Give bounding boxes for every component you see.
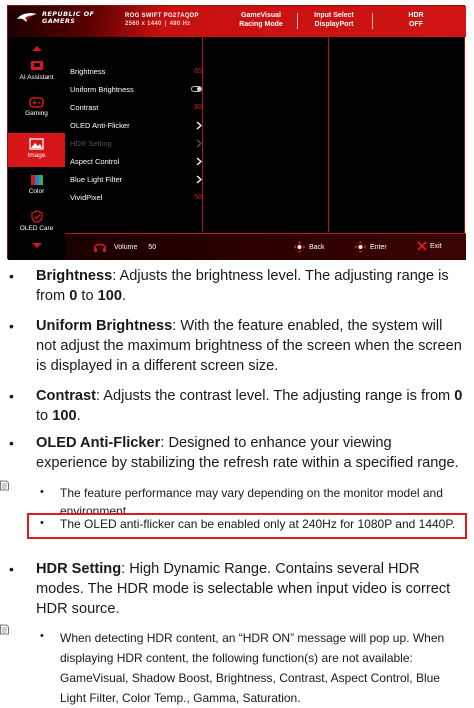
hdr-setting-description: HDR Setting: High Dynamic Range. Contains several HDR modes. The HDR mode is selectable when input video is correct HDR source. — [36, 561, 451, 617]
oled-care-icon — [31, 210, 43, 223]
chevron-right-icon — [196, 139, 202, 148]
scroll-down-icon[interactable] — [32, 243, 42, 248]
exit-button[interactable] — [417, 241, 442, 251]
toggle-icon[interactable] — [191, 86, 202, 92]
close-icon — [417, 241, 427, 251]
sidebar-item-oled-care[interactable] — [8, 210, 65, 240]
menu-item-vividpixel[interactable]: VividPixel 50 — [70, 192, 202, 202]
divider — [297, 13, 298, 29]
back-button[interactable] — [293, 241, 325, 253]
flicker-note-1: The feature performance may vary depending on the monitor model and environment. — [60, 486, 443, 518]
enter-button[interactable] — [354, 241, 387, 253]
gamepad-icon — [29, 97, 44, 108]
menu-item-brightness[interactable]: Brightness 65 — [70, 66, 202, 76]
sidebar-item-image[interactable] — [8, 133, 65, 167]
brightness-description: Brightness: Adjusts the brightness level. The adjusting range is from 0 to 100. — [36, 268, 449, 304]
note-bullet: • — [40, 630, 44, 642]
color-icon — [30, 174, 44, 186]
model-name: ROG SWIFT PG27AQDP — [125, 13, 199, 19]
rog-eye-icon — [16, 11, 38, 25]
image-icon — [29, 138, 44, 150]
contrast-description: Contrast: Adjusts the contrast level. The adjusting range is from 0 to 100. — [36, 388, 463, 424]
input-status: Input Select DisplayPort — [314, 12, 354, 28]
dpad-icon — [354, 241, 367, 253]
bullet: • — [9, 388, 14, 404]
sidebar-item-color[interactable] — [8, 174, 65, 204]
chevron-right-icon — [196, 175, 202, 184]
osd-footer — [65, 233, 466, 260]
brightness-value: 65 — [194, 67, 202, 75]
sidebar-label: Gaming — [25, 110, 48, 117]
note-bullet: • — [40, 486, 44, 498]
note-icon — [0, 480, 9, 491]
flicker-note-2: The OLED anti-flicker can be enabled only at 240Hz for 1080P and 1440P. — [60, 517, 456, 531]
volume-label: Volume — [114, 243, 138, 251]
note-bullet: • — [40, 517, 44, 529]
submenu-panel — [202, 37, 328, 232]
volume-indicator[interactable] — [93, 241, 156, 253]
exit-label: Exit — [430, 242, 442, 250]
note-icon — [0, 624, 9, 635]
headphones-icon — [93, 241, 107, 253]
divider — [372, 13, 373, 29]
sidebar-label: OLED Care — [19, 225, 54, 232]
back-label: Back — [309, 243, 325, 251]
menu-item-hdr-setting: HDR Setting — [70, 134, 202, 152]
sidebar-item-ai-assistant[interactable] — [8, 60, 65, 90]
chevron-right-icon — [196, 157, 202, 166]
sidebar-label: AI Assistant — [19, 74, 54, 81]
hdr-note: When detecting HDR content, an “HDR ON” message will pop up. When displaying HDR content, the following function(s) are not available: GameVisual, Shadow Boost, Brightness, Contrast, Aspect Control, Blue Light Filter, Color Temp., Gamma, Saturation. — [60, 631, 445, 705]
menu-item-oled-anti-flicker[interactable]: OLED Anti-Flicker — [70, 116, 202, 134]
ai-assistant-icon — [30, 60, 44, 72]
osd-menu — [7, 5, 465, 259]
bullet: • — [9, 268, 14, 284]
menu-item-blue-light-filter[interactable]: Blue Light Filter — [70, 170, 202, 188]
detail-panel — [328, 37, 466, 232]
resolution: 2560 x 1440 — [125, 21, 162, 27]
uniform-brightness-description: Uniform Brightness: With the feature enabled, the system will not adjust the maximum brightness of the screen when the screen is displayed in a different screen size. — [36, 318, 462, 374]
contrast-value: 80 — [194, 103, 202, 111]
chevron-right-icon — [196, 121, 202, 130]
model-info: ROG SWIFT PG27AQDP 2560 x 1440 | 480 Hz — [125, 13, 199, 27]
gamevisual-status: GameVisual Racing Mode — [239, 12, 283, 28]
oled-anti-flicker-description: OLED Anti-Flicker: Designed to enhance your viewing experience by stabilizing the refresh rate within a specified range. — [36, 435, 459, 471]
volume-value: 50 — [148, 243, 157, 251]
osd-header — [8, 6, 466, 37]
menu-item-uniform-brightness[interactable]: Uniform Brightness — [70, 80, 202, 98]
refresh-rate: 480 Hz — [169, 21, 191, 27]
dpad-icon — [293, 241, 306, 253]
rog-logo — [16, 11, 94, 25]
vividpixel-value: 50 — [194, 193, 202, 201]
menu-item-aspect-control[interactable]: Aspect Control — [70, 152, 202, 170]
bullet: • — [9, 318, 14, 334]
bullet: • — [9, 561, 14, 577]
bullet: • — [9, 435, 14, 451]
menu-item-contrast[interactable]: Contrast 80 — [70, 102, 202, 112]
brand-line1: REPUBLIC OF — [42, 10, 95, 18]
enter-label: Enter — [370, 243, 387, 251]
sidebar-label: Image — [27, 152, 46, 159]
hdr-status: HDR OFF — [408, 12, 424, 28]
scroll-up-icon[interactable] — [32, 46, 42, 51]
brand-line2: GAMERS — [42, 17, 76, 25]
sidebar-label: Color — [28, 188, 45, 195]
sidebar-item-gaming[interactable] — [8, 97, 65, 127]
osd-sidebar — [8, 37, 65, 260]
